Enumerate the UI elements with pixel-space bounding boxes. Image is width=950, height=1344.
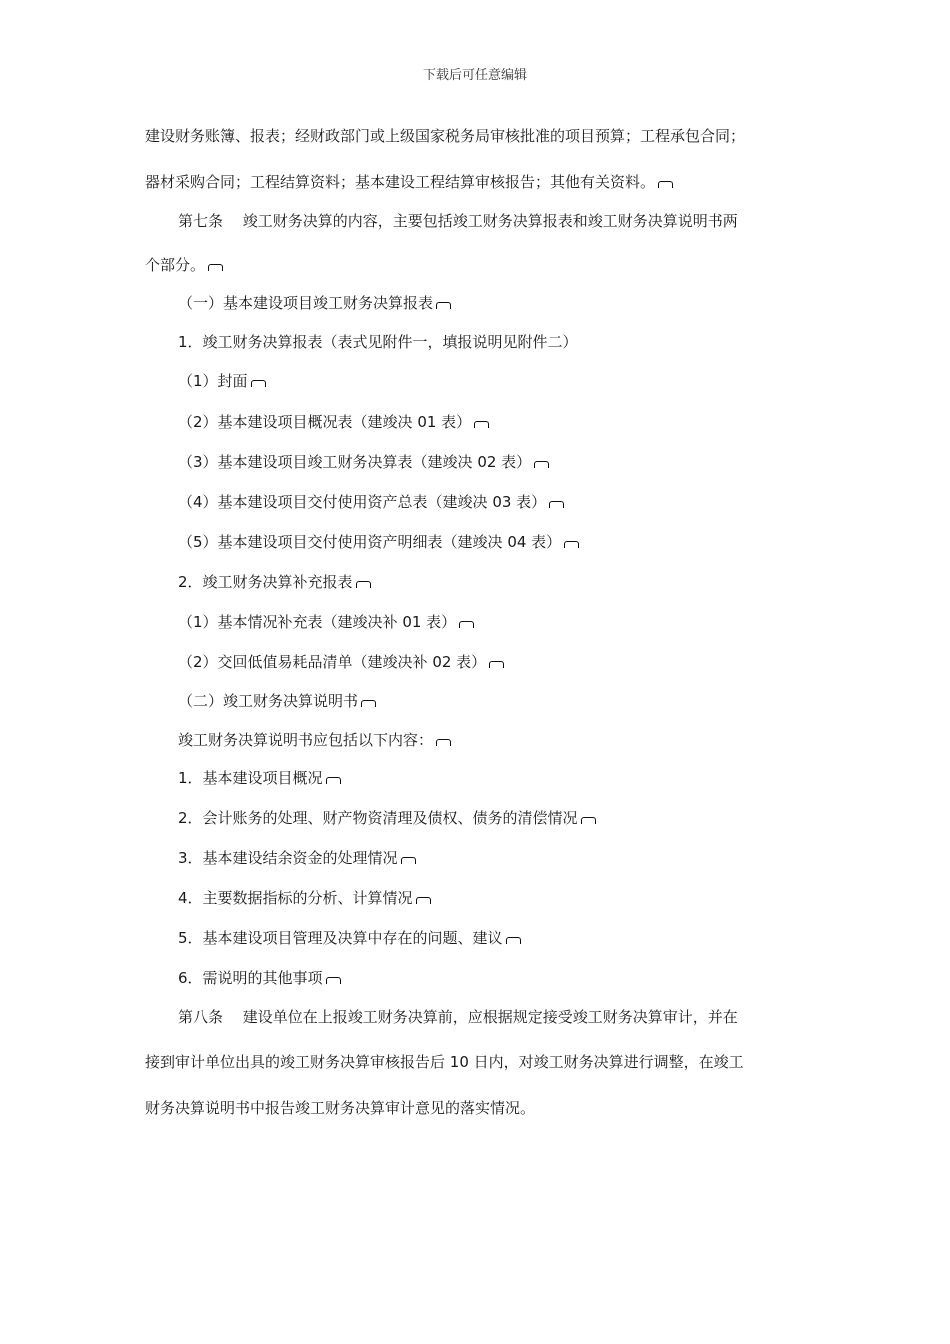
list-item: 6．需说明的其他事项	[178, 968, 341, 988]
paragraph-mark-icon	[489, 661, 504, 668]
list-item: 5．基本建设项目管理及决算中存在的问题、建议	[178, 928, 521, 948]
list-item: （1）封面	[178, 371, 266, 391]
list-item: （2）交回低值易耗品清单（建竣决补 02 表）	[178, 652, 504, 672]
paragraph-line: 财务决算说明书中报告竣工财务决算审计意见的落实情况。	[145, 1099, 536, 1117]
list-item: （3）基本建设项目竣工财务决算表（建竣决 02 表）	[178, 452, 549, 472]
paragraph-mark-icon	[564, 541, 579, 548]
paragraph-line: 器材采购合同；工程结算资料；基本建设工程结算审核报告；其他有关资料。	[145, 172, 673, 192]
list-item: （5）基本建设项目交付使用资产明细表（建竣决 04 表）	[178, 532, 579, 552]
article-8-line: 第八条 建设单位在上报竣工财务决算前，应根据规定接受竣工财务决算审计，并在	[178, 1008, 738, 1026]
paragraph-mark-icon	[549, 501, 564, 508]
paragraph-line: 竣工财务决算说明书应包括以下内容：	[178, 730, 451, 750]
list-item: （1）基本情况补充表（建竣决补 01 表）	[178, 612, 474, 632]
list-item: 3．基本建设结余资金的处理情况	[178, 848, 416, 868]
paragraph-mark-icon	[326, 777, 341, 784]
paragraph-mark-icon	[356, 581, 371, 588]
paragraph-mark-icon	[416, 897, 431, 904]
paragraph-mark-icon	[436, 302, 451, 309]
article-7-line: 第七条 竣工财务决算的内容，主要包括竣工财务决算报表和竣工财务决算说明书两	[178, 212, 738, 230]
list-item: 2．会计账务的处理、财产物资清理及债权、债务的清偿情况	[178, 808, 596, 828]
paragraph-mark-icon	[326, 977, 341, 984]
paragraph-mark-icon	[401, 857, 416, 864]
paragraph-mark-icon	[534, 461, 549, 468]
list-item: 4．主要数据指标的分析、计算情况	[178, 888, 431, 908]
paragraph-mark-icon	[474, 421, 489, 428]
paragraph-mark-icon	[436, 739, 451, 746]
list-item: （4）基本建设项目交付使用资产总表（建竣决 03 表）	[178, 492, 564, 512]
list-item: 2．竣工财务决算补充报表	[178, 572, 371, 592]
paragraph-mark-icon	[506, 937, 521, 944]
section-heading: （一）基本建设项目竣工财务决算报表	[178, 293, 451, 313]
section-heading: （二）竣工财务决算说明书	[178, 691, 376, 711]
paragraph-line: 个部分。	[145, 255, 223, 275]
paragraph-line: 建设财务账簿、报表；经财政部门或上级国家税务局审核批准的项目预算；工程承包合同；	[145, 127, 746, 145]
paragraph-line: 接到审计单位出具的竣工财务决算审核报告后 10 日内，对竣工财务决算进行调整，在竣工	[145, 1053, 744, 1071]
paragraph-mark-icon	[361, 700, 376, 707]
paragraph-mark-icon	[251, 380, 266, 387]
paragraph-mark-icon	[459, 621, 474, 628]
paragraph-mark-icon	[658, 181, 673, 188]
list-item: 1．基本建设项目概况	[178, 768, 341, 788]
page-header: 下载后可任意编辑	[422, 68, 527, 83]
list-item: 1．竣工财务决算报表（表式见附件一，填报说明见附件二）	[178, 333, 578, 351]
list-item: （2）基本建设项目概况表（建竣决 01 表）	[178, 412, 489, 432]
paragraph-mark-icon	[208, 264, 223, 271]
paragraph-mark-icon	[581, 817, 596, 824]
